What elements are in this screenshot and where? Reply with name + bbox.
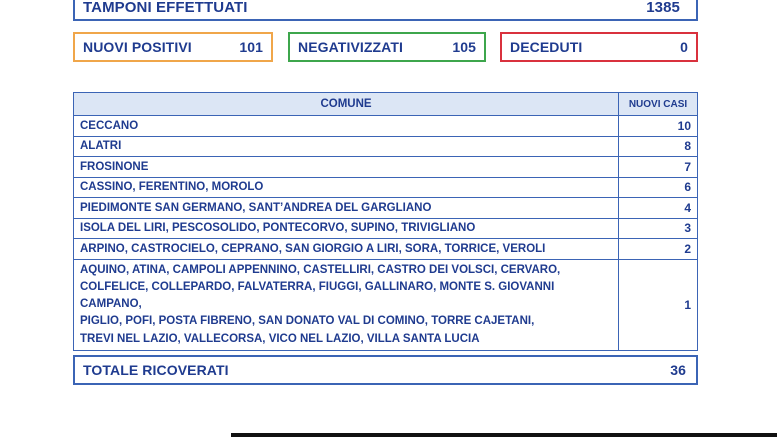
negativizzati-value: 105 — [452, 39, 476, 55]
totale-ricoverati-box — [73, 355, 698, 385]
comuni-table — [73, 92, 698, 351]
table-row — [74, 157, 698, 178]
row-casi: 4 — [619, 198, 698, 219]
table-header-row — [74, 93, 698, 116]
row-comune: ISOLA DEL LIRI, PESCOSOLIDO, PONTECORVO, SUPINO, TRIVIGLIANO — [74, 218, 619, 239]
negativizzati-box — [288, 32, 486, 62]
deceduti-label: DECEDUTI — [510, 39, 583, 55]
row-comune: CECCANO — [74, 116, 619, 137]
bottom-divider-bar — [231, 433, 777, 437]
negativizzati-label: NEGATIVIZZATI — [298, 39, 403, 55]
row-comune-multiline — [74, 259, 619, 350]
row-comune-line: AQUINO, ATINA, CAMPOLI APPENNINO, CASTELLIRI, CASTRO DEI VOLSCI, CERVARO, — [80, 263, 561, 276]
tamponi-value: 1385 — [646, 0, 680, 16]
table-row — [74, 177, 698, 198]
header-comune: COMUNE — [74, 93, 619, 116]
table-row — [74, 116, 698, 137]
row-casi: 8 — [619, 136, 698, 157]
totale-ricoverati-value: 36 — [670, 362, 686, 378]
table-row — [74, 239, 698, 260]
row-casi: 6 — [619, 177, 698, 198]
table-row — [74, 218, 698, 239]
deceduti-box — [500, 32, 698, 62]
table-row — [74, 198, 698, 219]
nuovi-positivi-value: 101 — [239, 39, 263, 55]
totale-ricoverati-label: TOTALE RICOVERATI — [83, 362, 229, 378]
table-row — [74, 136, 698, 157]
tamponi-label: TAMPONI EFFETTUATI — [83, 0, 248, 16]
table-row — [74, 259, 698, 350]
row-casi: 1 — [619, 259, 698, 350]
row-comune-line: TREVI NEL LAZIO, VALLECORSA, VICO NEL LAZIO, VILLA SANTA LUCIA — [80, 332, 480, 345]
row-comune: ARPINO, CASTROCIELO, CEPRANO, SAN GIORGIO A LIRI, SORA, TORRICE, VEROLI — [74, 239, 619, 260]
row-comune: CASSINO, FERENTINO, MOROLO — [74, 177, 619, 198]
row-casi: 3 — [619, 218, 698, 239]
tamponi-box — [73, 0, 698, 21]
row-comune: ALATRI — [74, 136, 619, 157]
nuovi-positivi-box — [73, 32, 273, 62]
nuovi-positivi-label: NUOVI POSITIVI — [83, 39, 192, 55]
row-comune: PIEDIMONTE SAN GERMANO, SANT’ANDREA DEL GARGLIANO — [74, 198, 619, 219]
deceduti-value: 0 — [680, 39, 688, 55]
header-nuovi-casi: NUOVI CASI — [619, 93, 698, 116]
row-casi: 10 — [619, 116, 698, 137]
row-casi: 2 — [619, 239, 698, 260]
row-comune-line: PIGLIO, POFI, POSTA FIBRENO, SAN DONATO VAL DI COMINO, TORRE CAJETANI, — [80, 315, 535, 328]
row-comune-line: COLFELICE, COLLEPARDO, FALVATERRA, FIUGGI, GALLINARO, MONTE S. GIOVANNI CAMPANO, — [80, 280, 555, 311]
row-casi: 7 — [619, 157, 698, 178]
row-comune: FROSINONE — [74, 157, 619, 178]
